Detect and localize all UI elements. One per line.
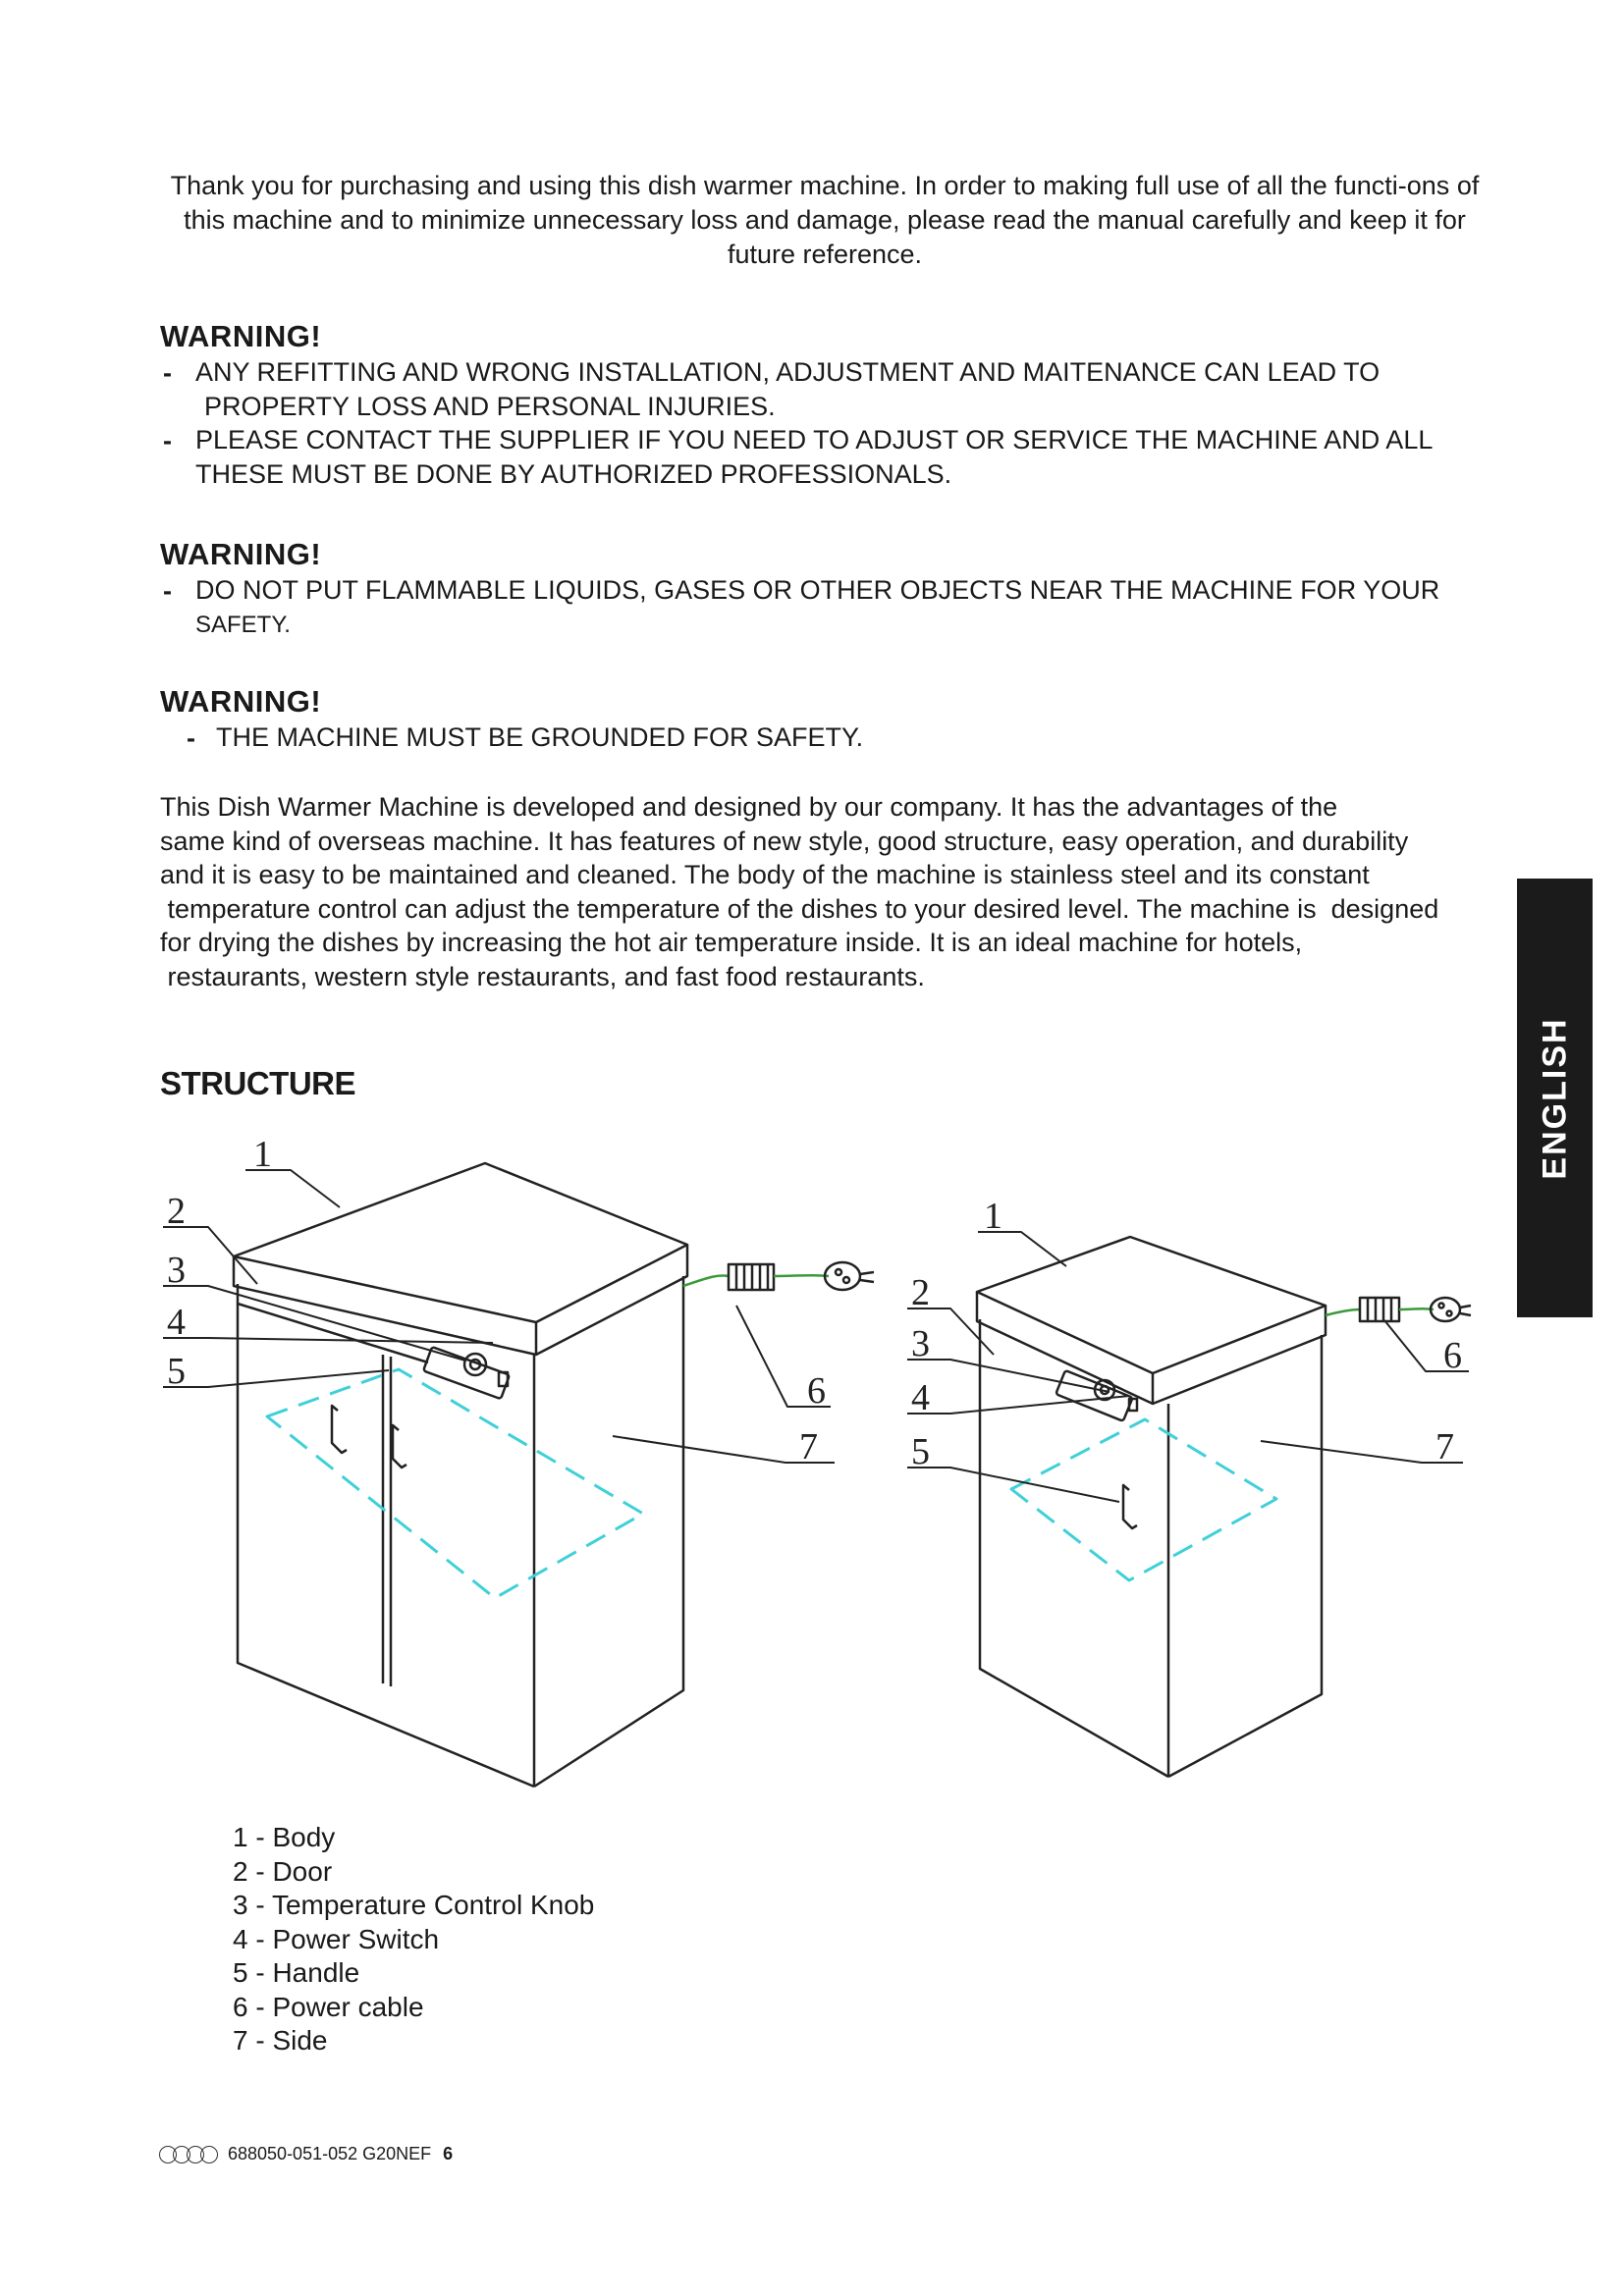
callout-6-right: 6	[1443, 1335, 1462, 1376]
callout-5-right: 5	[911, 1431, 930, 1472]
callout-2-right: 2	[911, 1272, 930, 1313]
warning-2-item-1-line-2: SAFETY.	[195, 612, 291, 638]
bullet-dash: -	[187, 723, 195, 753]
double-door-cabinet	[234, 1163, 687, 1787]
description-line: same kind of overseas machine. It has features of new style, good structure, easy operation, and durability	[160, 826, 1409, 856]
legend-item: 2 - Door	[233, 1855, 333, 1887]
description-line: and it is easy to be maintained and cleaned. The body of the machine is stainless steel and its constant	[160, 860, 1370, 889]
warning-title-2: WARNING!	[160, 537, 322, 571]
single-door-cabinet	[977, 1237, 1326, 1777]
callout-7-left: 7	[799, 1426, 818, 1468]
callout-4-right: 4	[911, 1377, 930, 1418]
warning-3-item-1: THE MACHINE MUST BE GROUNDED FOR SAFETY.	[216, 722, 864, 752]
callout-4-left: 4	[167, 1302, 186, 1343]
warning-1-item-1-line-2: PROPERTY LOSS AND PERSONAL INJURIES.	[204, 392, 776, 421]
bullet-dash: -	[163, 426, 172, 455]
warning-2-item-1-line-1: DO NOT PUT FLAMMABLE LIQUIDS, GASES OR OTHER OBJECTS NEAR THE MACHINE FOR YOUR	[195, 575, 1440, 605]
legend-item: 6 - Power cable	[233, 1991, 424, 2022]
callout-1-right: 1	[984, 1196, 1002, 1237]
power-cable-right	[1326, 1298, 1471, 1321]
warning-1-item-1-line-1: ANY REFITTING AND WRONG INSTALLATION, ADJUSTMENT AND MAITENANCE CAN LEAD TO	[195, 357, 1380, 387]
description-line: restaurants, western style restaurants, and fast food restaurants.	[160, 961, 925, 991]
legend-item: 4 - Power Switch	[233, 1923, 440, 1954]
description-line: This Dish Warmer Machine is developed and designed by our company. It has the advantages of the	[160, 792, 1338, 822]
description-line: temperature control can adjust the temperature of the dishes to your desired level. The machine is designed	[160, 893, 1439, 924]
power-cable-left	[683, 1262, 874, 1290]
callout-7-right: 7	[1435, 1426, 1454, 1468]
legend-item: 3 - Temperature Control Knob	[233, 1890, 595, 1920]
structure-diagram	[147, 1129, 1502, 1796]
callout-5-left: 5	[167, 1351, 186, 1392]
callout-1-left: 1	[253, 1134, 272, 1175]
structure-title: STRUCTURE	[160, 1065, 355, 1101]
warning-title-1: WARNING!	[160, 319, 322, 353]
bullet-dash: -	[163, 576, 172, 606]
description-line: for drying the dishes by increasing the hot air temperature inside. It is an ideal machine for hotels,	[160, 928, 1303, 957]
callout-3-left: 3	[167, 1250, 186, 1291]
footer	[159, 2144, 453, 2164]
brand-rings-icon	[159, 2146, 214, 2163]
bullet-dash: -	[163, 358, 172, 388]
warning-title-3: WARNING!	[160, 684, 322, 719]
callout-3-right: 3	[911, 1323, 930, 1364]
legend-item: 7 - Side	[233, 2025, 328, 2056]
callout-2-left: 2	[167, 1191, 186, 1232]
warning-1-item-2-line-1: PLEASE CONTACT THE SUPPLIER IF YOU NEED TO ADJUST OR SERVICE THE MACHINE AND ALL	[195, 425, 1434, 454]
footer-code: 688050-051-052 G20NEF	[228, 2144, 432, 2163]
page-number: 6	[443, 2144, 454, 2163]
language-tab-label: ENGLISH	[1536, 1016, 1573, 1180]
warning-1-item-2-line-2: THESE MUST BE DONE BY AUTHORIZED PROFESSIONALS.	[195, 459, 952, 489]
description-paragraph	[160, 790, 1505, 993]
language-tab	[1517, 879, 1593, 1317]
structure-legend	[233, 1821, 594, 2058]
intro-paragraph: Thank you for purchasing and using this dish warmer machine. In order to making full use of all the functi-ons of this machine and to minimize unnecessary loss and damage, please read the manual carefully and keep it for future reference.	[170, 171, 1480, 269]
legend-item: 5 - Handle	[233, 1957, 360, 1988]
legend-item: 1 - Body	[233, 1822, 336, 1852]
callout-6-left: 6	[807, 1370, 826, 1412]
